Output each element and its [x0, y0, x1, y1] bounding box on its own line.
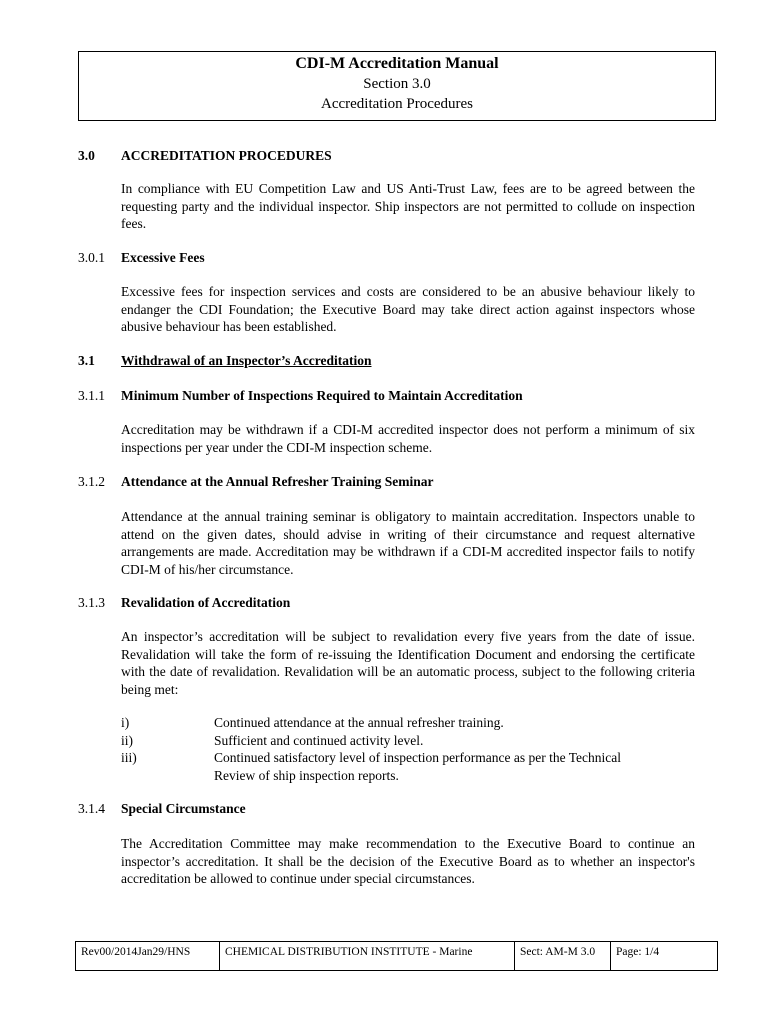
footer-section: Sect: AM-M 3.0 — [515, 942, 611, 970]
section-heading-3-1-1: Minimum Number of Inspections Required to Maintain Accreditation — [121, 388, 523, 403]
manual-title: CDI-M Accreditation Manual — [295, 55, 499, 72]
section-heading-3-1-4: Special Circumstance — [121, 801, 246, 816]
criteria-numeral: i) — [121, 715, 130, 730]
section-number-3-0-1: 3.0.1 — [78, 250, 105, 265]
section-body-3-1-2: Attendance at the annual training seminar is obligatory to maintain accreditation. Inspectors unable to attend on the given dates, should advise in writing of their circumstance and request alternative arrangements are made. Accreditation may be withdrawn if a CDI-M accredited inspector fails to notify CDI-M of his/her circumstance. — [121, 509, 695, 577]
section-number-3-1-1: 3.1.1 — [78, 388, 105, 403]
footer-institute: CHEMICAL DISTRIBUTION INSTITUTE - Marine — [220, 942, 515, 970]
section-number-3-1: 3.1 — [78, 353, 95, 368]
section-body-3-1-4: The Accreditation Committee may make recommendation to the Executive Board to continue an inspector’s accreditation. It shall be the decision of the Executive Board as to whether an inspector's accreditation be allowed to continue under special circumstances. — [121, 836, 695, 887]
section-body-3-1-1: Accreditation may be withdrawn if a CDI-M accredited inspector does not perform a minimum of six inspections per year under the CDI-M inspection scheme. — [121, 422, 695, 455]
criteria-text: Sufficient and continued activity level. — [214, 733, 424, 748]
criteria-numeral: ii) — [121, 733, 133, 748]
section-heading-3-0: ACCREDITATION PROCEDURES — [121, 148, 332, 163]
section-label: Section 3.0 — [363, 76, 431, 92]
section-number-3-1-2: 3.1.2 — [78, 474, 105, 489]
section-heading-3-1: Withdrawal of an Inspector’s Accreditation — [121, 353, 372, 368]
section-number-3-1-3: 3.1.3 — [78, 595, 105, 610]
section-number-3-1-4: 3.1.4 — [78, 801, 105, 816]
section-body-3-0: In compliance with EU Competition Law and US Anti-Trust Law, fees are to be agreed between the requesting party and the individual inspector. Ship inspectors are not permitted to collude on inspection fees. — [121, 181, 695, 232]
section-subtitle: Accreditation Procedures — [320, 96, 474, 112]
section-body-3-1-3: An inspector’s accreditation will be subject to revalidation every five years from the date of issue. Revalidation will take the form of re-issuing the Identification Document and endorsing the certificate with the date of revalidation. Revalidation will be an automatic process, subject to the following criteria being met: — [121, 629, 695, 697]
section-heading-3-1-3: Revalidation of Accreditation — [121, 595, 291, 610]
criteria-text: Continued attendance at the annual refresher training. — [214, 715, 504, 730]
footer-revision: Rev00/2014Jan29/HNS — [76, 942, 220, 970]
section-body-3-0-1: Excessive fees for inspection services and costs are considered to be an abusive behaviour likely to endanger the CDI Foundation; the Executive Board may take direct action against inspectors whose abusive behaviour has been established. — [121, 284, 695, 335]
section-number-3-0: 3.0 — [78, 148, 95, 163]
section-heading-3-0-1: Excessive Fees — [121, 250, 205, 265]
document-footer — [75, 941, 718, 971]
footer-page-number: Page: 1/4 — [616, 946, 660, 958]
criteria-numeral: iii) — [121, 750, 137, 765]
criteria-text: Continued satisfactory level of inspection performance as per the Technical Review of ship inspection reports. — [214, 750, 622, 783]
document-header — [78, 51, 716, 121]
section-heading-3-1-2: Attendance at the Annual Refresher Training Seminar — [121, 474, 434, 489]
